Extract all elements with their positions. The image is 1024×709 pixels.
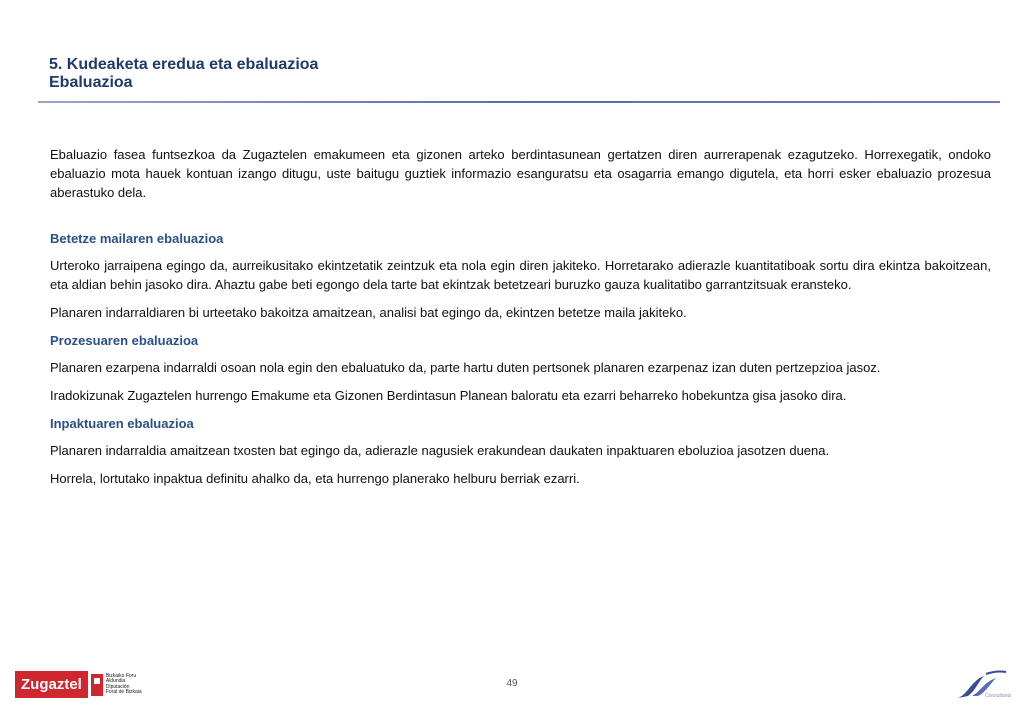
zugaztel-logo: Zugaztel bbox=[15, 671, 88, 698]
intro-paragraph: Ebaluazio fasea funtsezkoa da Zugaztelen emakumeen eta gizonen arteko berdintasunean gertatzen diren aurrerapenak ezagutzeko. Horrexegatik, ondoko ebaluazio mota hauek kontuan izango ditugu, uste baitugu guztiek informazio esanguratsu eta osagarria emango digutela, eta horri esker ebaluazio prozesua aberastuko dela. bbox=[50, 147, 991, 200]
header-divider bbox=[38, 101, 1000, 103]
page-title bbox=[49, 56, 318, 92]
section-heading-prozesua: Prozesuaren ebaluazioa bbox=[50, 333, 199, 348]
document-body bbox=[50, 145, 991, 497]
page-number: 49 bbox=[506, 678, 518, 689]
consultants-label: Consultants bbox=[985, 693, 1012, 699]
paragraph: Planaren ezarpena indarraldi osoan nola egin den ebaluatuko da, parte hartu duten pertsonek planaren ezarpenaz izan duten pertzepzioa jasoz. bbox=[50, 360, 881, 375]
section-heading-betetze: Betetze mailaren ebaluazioa bbox=[50, 231, 224, 246]
section-heading-inpaktua: Inpaktuaren ebaluazioa bbox=[50, 416, 194, 431]
section-title: 5. Kudeaketa eredua eta ebaluazioa bbox=[49, 56, 319, 73]
paragraph: Horrela, lortutako inpaktua definitu ahalko da, eta hurrengo planerako helburu berriak ezarri. bbox=[50, 471, 580, 486]
bizkaia-logo-text: Bizkaiko Foru Aldundia Diputación Foral de Bizkaia bbox=[105, 672, 142, 695]
subsection-title: Ebaluazioa bbox=[49, 74, 133, 91]
paragraph: Planaren indarraldiaren bi urteetako bakoitza amaitzean, analisi bat egingo da, ekintzen betetze maila jakiteko. bbox=[50, 305, 687, 320]
paragraph: Iradokizunak Zugaztelen hurrengo Emakume eta Gizonen Berdintasun Planean baloratu eta ezarri beharreko hobekuntza gisa jasoko dira. bbox=[50, 388, 847, 403]
paragraph: Planaren indarraldia amaitzean txosten bat egingo da, adierazle nagusiek erakundean daukaten inpaktuaren eboluzioa jasotzen duena. bbox=[50, 443, 830, 458]
paragraph: Urteroko jarraipena egingo da, aurreikusitako ekintzetatik zeintzuk eta nola egin diren jakiteko. Horretarako adierazle kuantitatiboak sortu dira ekintza bakoitzean, eta aldian behin jasoko dira. Ahaztu gabe beti egongo dela tarte bat ekintzak betetzeari buruzko gauza kualitatibo garrantzitsuak eransteko. bbox=[50, 258, 991, 292]
consultancy-logo-icon bbox=[950, 668, 1010, 706]
